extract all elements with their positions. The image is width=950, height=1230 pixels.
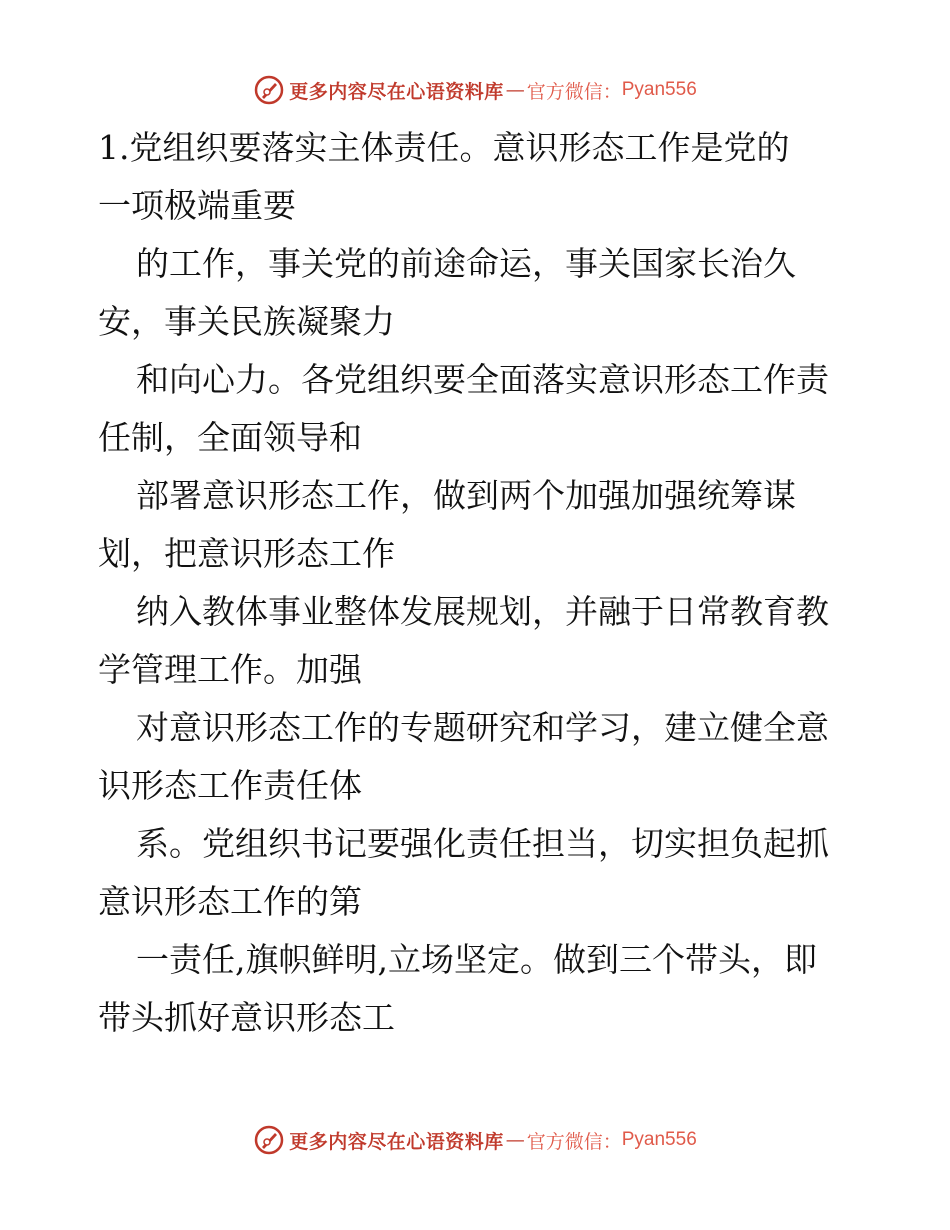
footer-wechat-label: 官方微信： bbox=[526, 1130, 622, 1153]
text-line: 纳入教体事业整体发展规划，并融于日常教育教 bbox=[136, 592, 829, 631]
text-line: 安，事关民族凝聚力 bbox=[98, 302, 395, 341]
header-brand: 更多内容尽在心语资料库 bbox=[289, 80, 504, 103]
text-line: 系。党组织书记要强化责任担当，切实担负起抓 bbox=[136, 824, 829, 863]
text-line: 的工作，事关党的前途命运，事关国家长治久 bbox=[136, 244, 796, 283]
text-line: 识形态工作责任体 bbox=[98, 766, 362, 805]
text-line: 划，把意识形态工作 bbox=[98, 534, 395, 573]
text-line: 对意识形态工作的专题研究和学习，建立健全意 bbox=[136, 708, 829, 747]
text-line: 一项极端重要 bbox=[98, 186, 296, 225]
header-dash: — bbox=[505, 79, 525, 101]
header-wechat-label: 官方微信： bbox=[526, 80, 622, 103]
text-line: 一责任,旗帜鲜明,立场坚定。做到三个带头，即 bbox=[136, 940, 817, 979]
text-line: 部署意识形态工作，做到两个加强加强统筹谋 bbox=[136, 476, 796, 515]
header-banner bbox=[0, 70, 950, 110]
footer-brand: 更多内容尽在心语资料库 bbox=[289, 1130, 504, 1153]
text-line: 任制，全面领导和 bbox=[98, 418, 362, 457]
header-wechat-id: Pyan556 bbox=[621, 79, 697, 100]
text-line: 意识形态工作的第 bbox=[98, 882, 362, 921]
text-line: 和向心力。各党组织要全面落实意识形态工作责 bbox=[136, 360, 829, 399]
footer-wechat-id: Pyan556 bbox=[621, 1129, 697, 1150]
document-body bbox=[98, 124, 854, 1052]
footer-dash: — bbox=[505, 1129, 525, 1151]
text-line: 1.党组织要落实主体责任。意识形态工作是党的 bbox=[98, 128, 790, 167]
quill-logo-icon bbox=[253, 1124, 285, 1156]
text-line: 带头抓好意识形态工 bbox=[98, 998, 395, 1037]
footer-banner bbox=[0, 1120, 950, 1160]
quill-logo-icon bbox=[253, 74, 285, 106]
text-line: 学管理工作。加强 bbox=[98, 650, 362, 689]
